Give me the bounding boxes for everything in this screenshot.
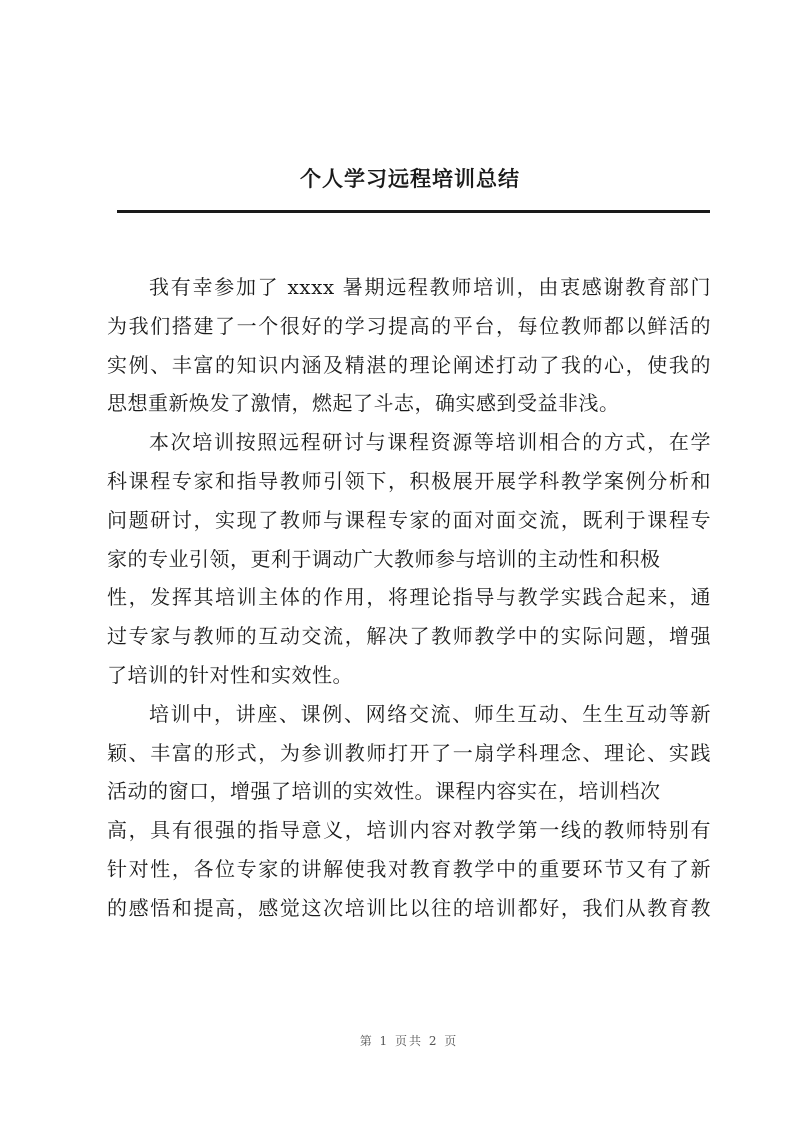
page-number-footer: 第 1 页共 2 页 [359,1034,459,1048]
body-line: 我有幸参加了 xxxx 暑期远程教师培训，由衷感谢教育部门 [149,275,711,299]
document-title: 个人学习远程培训总结 [300,166,520,191]
body-line: 家的专业引领，更利于调动广大教师参与培训的主动性和积极 [107,546,661,571]
body-line: 过专家与教师的互动交流，解决了教师教学中的实际问题，增强 [107,624,711,649]
body-line: 科课程专家和指导教师引领下，积极展开展学科教学案例分析和 [107,468,711,493]
body-line: 性，发挥其培训主体的作用，将理论指导与教学实践合起来，通 [107,585,711,610]
body-line: 的感悟和提高，感觉这次培训比以往的培训都好，我们从教育教 [107,895,711,920]
body-line: 活动的窗口，增强了培训的实效性。课程内容实在，培训档次 [107,779,661,804]
body-line: 了培训的针对性和实效性。 [107,662,353,687]
document-body [107,268,711,928]
body-line: 针对性，各位专家的讲解使我对教育教学中的重要环节又有了新 [107,856,711,881]
body-line: 本次培训按照远程研讨与课程资源等培训相合的方式，在学 [149,430,711,455]
title-underline [117,210,710,213]
body-line: 颖、丰富的形式，为参训教师打开了一扇学科理念、理论、实践 [107,740,711,765]
body-line: 问题研讨，实现了教师与课程专家的面对面交流，既利于课程专 [107,507,711,532]
body-line: 培训中，讲座、课例、网络交流、师生互动、生生互动等新 [149,701,711,726]
body-line: 思想重新焕发了激情，燃起了斗志，确实感到受益非浅。 [107,391,620,416]
body-line: 为我们搭建了一个很好的学习提高的平台，每位教师都以鲜活的 [107,313,711,338]
body-line: 实例、丰富的知识内涵及精湛的理论阐述打动了我的心，使我的 [107,352,711,377]
body-line: 高，具有很强的指导意义，培训内容对教学第一线的教师特别有 [107,818,711,843]
